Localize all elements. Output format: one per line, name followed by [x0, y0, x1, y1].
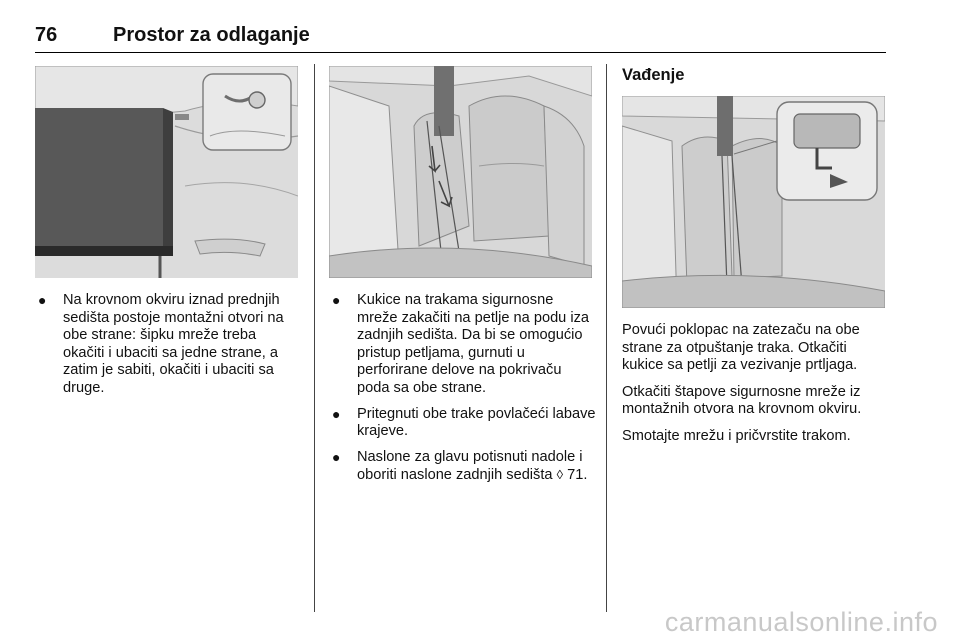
column-divider [606, 64, 607, 612]
bullet-icon: ● [38, 292, 47, 308]
seat-belt-hooks-illustration-icon [329, 66, 592, 278]
column3-text [622, 322, 890, 455]
bullet-icon: ● [332, 405, 341, 422]
page-header [35, 22, 886, 53]
list-item [35, 292, 300, 398]
watermark: carmanualsonline.info [664, 607, 938, 637]
bullet-icon: ● [332, 292, 341, 308]
page-number: 76 [35, 24, 58, 46]
page-reference-link[interactable]: 71. [567, 467, 588, 484]
tensioner-release-illustration-icon [622, 96, 885, 308]
bullet-text: Kukice na trakama sigurnosne mreže zakačiti na petlje na podu iza zadnjih sedišta. Da bi se omogućio pristup petljama, gurnuti u perforirane delove na pokrivaču poda sa obe strane. [357, 292, 590, 396]
bullet-icon: ● [332, 448, 341, 465]
paragraph: Smotajte mrežu i pričvrstite trakom. [622, 427, 851, 444]
column-divider [314, 64, 315, 612]
page-title: Prostor za odlaganje [113, 24, 310, 46]
paragraph: Otkačiti štapove sigurnosne mreže iz montažnih otvora na krovnom okviru. [622, 383, 862, 418]
list-item [329, 292, 597, 398]
column1-text [35, 292, 300, 406]
page-reference-icon: ◊ [556, 467, 564, 483]
bullet-text: Pritegnuti obe trake povlačeći labave krajeve. [357, 405, 596, 440]
section-heading-removal: Vađenje [622, 66, 685, 84]
column2-text [329, 292, 597, 493]
list-item [329, 449, 597, 485]
bullet-text: Na krovnom okviru iznad prednjih sedišta postoje montažni otvori na obe strane: šipku mreže treba okačiti i ubaciti sa jedne strane, a zatim je sabiti, okačiti i ubaciti sa druge. [63, 292, 284, 396]
list-item [329, 406, 597, 441]
paragraph: Povući poklopac na zatezaču na obe strane za otpuštanje traka. Otkačiti kukice sa petlji za vezivanje prtljaga. [622, 322, 860, 374]
bullet-text: Naslone za glavu potisnuti nadole i oboriti naslone zadnjih sedišta [357, 448, 583, 484]
cargo-net-mounting-illustration-icon [35, 66, 298, 278]
